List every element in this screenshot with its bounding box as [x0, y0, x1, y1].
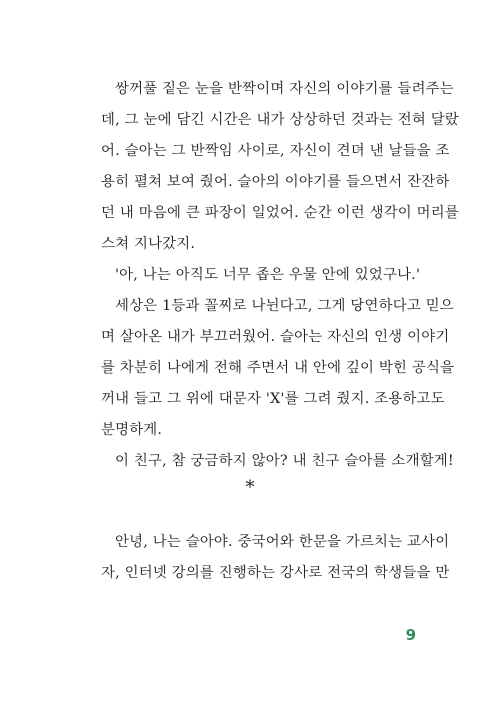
text-line: 안녕, 나는 슬아야. 중국어와 한문을 가르치는 교사이	[115, 534, 450, 550]
body-text-bottom	[101, 527, 450, 589]
text-line: 꺼내 들고 그 위에 대문자 'X'를 그려 줬지. 조용하고도	[101, 391, 445, 407]
text-line: '아, 나는 아직도 너무 좁은 우물 안에 있었구나.'	[115, 267, 421, 283]
page-number: 9	[405, 626, 416, 644]
text-line: 며 살아온 내가 부끄러웠어. 슬아는 자신의 인생 이야기	[101, 329, 450, 345]
body-text-top	[101, 74, 459, 477]
text-line: 스쳐 지나갔지.	[101, 236, 196, 252]
text-line: 이 친구, 참 궁금하지 않아? 내 친구 슬아를 소개할게!	[115, 453, 454, 469]
text-line: 분명하게.	[101, 422, 163, 438]
text-line: 데, 그 눈에 담긴 시간은 내가 상상하던 것과는 전혀 달랐	[101, 112, 459, 128]
section-separator: *	[245, 477, 255, 498]
text-line: 자, 인터넷 강의를 진행하는 강사로 전국의 학생들을 만	[101, 565, 450, 581]
text-line: 던 내 마음에 큰 파장이 일었어. 순간 이런 생각이 머리를	[101, 205, 459, 221]
text-line: 를 차분히 나에게 전해 주면서 내 안에 깊이 박힌 공식을	[101, 360, 455, 376]
text-line: 세상은 1등과 꼴찌로 나뉜다고, 그게 당연하다고 믿으	[115, 298, 454, 314]
text-line: 어. 슬아는 그 반짝임 사이로, 자신이 견뎌 낸 날들을 조	[101, 143, 450, 159]
text-line: 쌍꺼풀 짙은 눈을 반짝이며 자신의 이야기를 들려주는	[115, 81, 454, 97]
text-line: 용히 펼쳐 보여 줬어. 슬아의 이야기를 들으면서 잔잔하	[101, 174, 450, 190]
